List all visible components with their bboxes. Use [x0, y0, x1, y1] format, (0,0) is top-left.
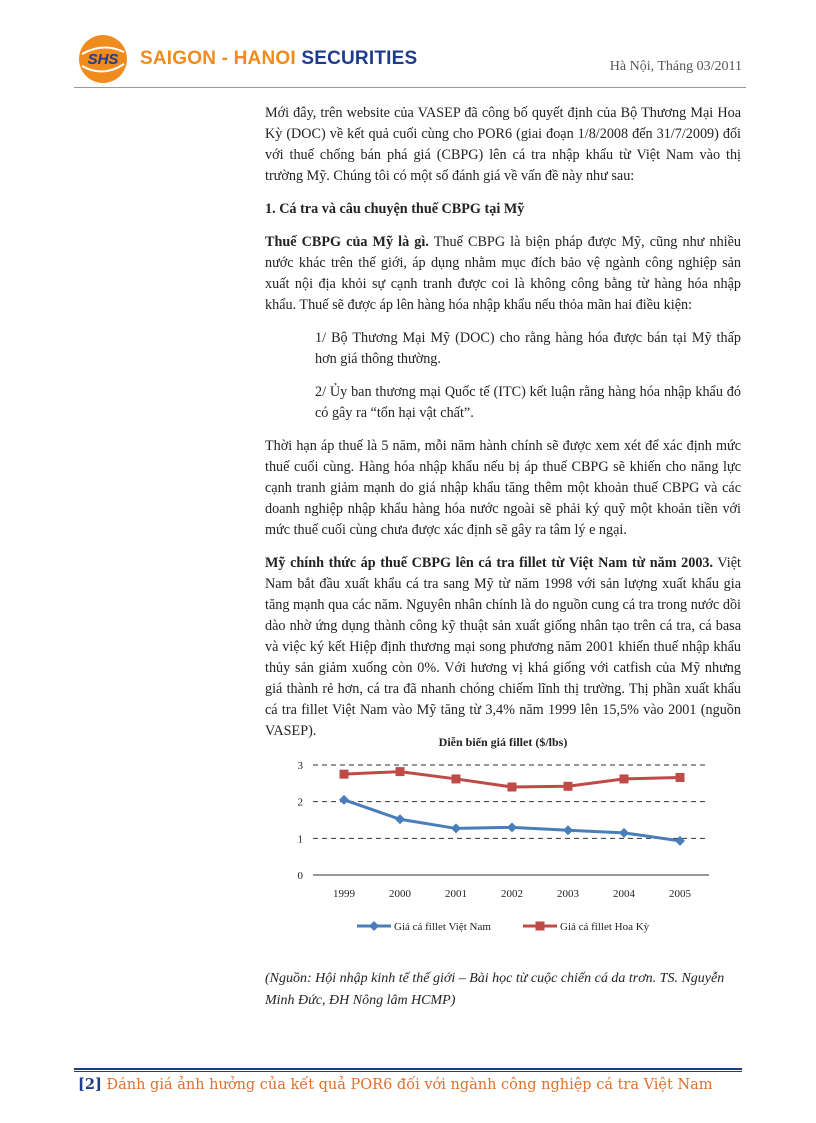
data-point: [395, 814, 405, 824]
paragraph-lead: Mỹ chính thức áp thuế CBPG lên cá tra fillet từ Việt Nam từ năm 2003.: [265, 555, 714, 571]
page-header: [74, 32, 746, 92]
brand-part1: SAIGON - HANOI: [140, 48, 296, 69]
x-tick-label: 2004: [613, 888, 635, 900]
footer-divider: [74, 1068, 742, 1070]
x-tick-label: 2003: [557, 888, 579, 900]
series-line-1: [344, 800, 680, 841]
y-tick-label: 1: [297, 833, 303, 846]
data-point: [340, 770, 349, 779]
data-point: [676, 773, 685, 782]
condition-1: 1/ Bộ Thương Mại Mỹ (DOC) cho rằng hàng hóa được bán tại Mỹ thấp hơn giá thông thường.: [315, 330, 741, 367]
main-content: [265, 103, 741, 754]
logo-text: SHS: [87, 51, 119, 68]
data-point: [396, 767, 405, 776]
legend-label: Giá cá fillet Hoa Kỳ: [560, 921, 650, 933]
brand-name: [140, 48, 417, 70]
data-point: [675, 836, 685, 846]
data-point: [564, 782, 573, 791]
brand-part2: SECURITIES: [295, 48, 418, 69]
price-chart: [265, 725, 741, 950]
data-point: [620, 774, 629, 783]
header-divider: [74, 87, 746, 88]
page-footer: [78, 1076, 713, 1093]
paragraph-body: Thuế CBPG là biện pháp được Mỹ, cũng như nhiều nước khác trên thế giới, áp dụng nhằm mục đích bảo vệ ngành công nghiệp sản xuất nội địa khỏi sự cạnh tranh được coi là không công bằng từ hàng hóa nhập khẩu. Thuế sẽ được áp lên hàng hóa nhập khẩu nếu thỏa mãn hai điều kiện:: [265, 234, 741, 313]
paragraph-duration: Thời hạn áp thuế là 5 năm, mỗi năm hành chính sẽ được xem xét để xác định mức thuế cuối cùng. Hàng hóa nhập khẩu nếu bị áp thuế CBPG sẽ khiến cho năng lực cạnh tranh giảm mạnh do giá nhập khẩu tăng thêm một khoản thuế CBPG và các doanh nghiệp nhập khẩu hàng hóa nước ngoài sẽ phải ký quỹ một khoản tiền với mức thuế cuối cùng chưa được xác định sẽ gây ra tâm lý e ngại.: [265, 438, 741, 538]
y-tick-label: 2: [297, 796, 303, 809]
footer-title: Đánh giá ảnh hưởng của kết quả POR6 đối với ngành công nghiệp cá tra Việt Nam: [101, 1077, 713, 1093]
condition-2: 2/ Ủy ban thương mại Quốc tế (ITC) kết luận rằng hàng hóa nhập khẩu đó có gây ra “tổn hại vật chất”.: [315, 384, 741, 421]
chart-title: Diễn biến giá fillet ($/lbs): [438, 735, 568, 749]
data-point: [563, 825, 573, 835]
data-point: [619, 828, 629, 838]
data-point: [508, 783, 517, 792]
paragraph-lead: Thuế CBPG của Mỹ là gì.: [265, 234, 429, 250]
intro-paragraph: Mới đây, trên website của VASEP đã công bố quyết định của Bộ Thương Mại Hoa Kỳ (DOC) về kết quả cuối cùng cho POR6 (giai đoạn 1/8/2008 đến 31/7/2009) đối với thuế chống bán phá giá (CBPG) lên cá tra nhập khẩu từ Việt Nam vào thị trường Mỹ. Chúng tôi có một số đánh giá về vấn đề này như sau:: [265, 105, 741, 184]
y-tick-label: 3: [297, 760, 303, 772]
x-tick-label: 2000: [389, 888, 411, 900]
x-tick-label: 2001: [445, 888, 467, 900]
footer-divider-thin: [74, 1071, 742, 1072]
paragraph-body: Việt Nam bắt đầu xuất khẩu cá tra sang Mỹ từ năm 1998 với sản lượng xuất khẩu gia tăng mạnh qua các năm. Nguyên nhân chính là do nguồn cung cá tra trong nước dồi dào nhờ ứng dụng thành công kỹ thuật sản xuất giống nhân tạo trên cá tra, cá basa và việc ký kết Hiệp định thương mại song phương năm 2001 khiến thuế nhập khẩu thủy sản giảm xuống còn 0%. Với hương vị khá giống với catfish của Mỹ nhưng giá thành rẻ hơn, cá tra đã nhanh chóng chiếm lĩnh thị trường. Thị phần xuất khẩu cá tra fillet Việt Nam vào Mỹ tăng từ 3,4% năm 1999 lên 15,5% vào 2001 (nguồn VASEP).: [265, 555, 741, 739]
legend-marker: [536, 922, 545, 931]
legend-label: Giá cá fillet Việt Nam: [394, 921, 491, 933]
x-tick-label: 1999: [333, 888, 355, 900]
legend-marker: [369, 921, 379, 931]
paragraph-2003: [265, 553, 741, 742]
report-date: Hà Nội, Tháng 03/2011: [609, 59, 742, 74]
data-point: [339, 795, 349, 805]
y-tick-label: 0: [297, 870, 303, 882]
x-tick-label: 2005: [669, 888, 691, 900]
page-number: [2]: [78, 1076, 102, 1093]
x-tick-label: 2002: [501, 888, 523, 900]
shs-logo-icon: [78, 34, 128, 84]
section-title: 1. Cá tra và câu chuyện thuế CBPG tại Mỹ: [265, 201, 525, 217]
data-point: [451, 823, 461, 833]
source-note: (Nguồn: Hội nhập kinh tế thế giới – Bài học từ cuộc chiến cá da trơn. TS. Nguyễn Minh Đức, ĐH Nông lâm HCMP): [265, 971, 725, 1008]
data-point: [507, 822, 517, 832]
paragraph-cbpg-definition: [265, 232, 741, 316]
line-chart: [265, 725, 741, 950]
data-point: [452, 774, 461, 783]
